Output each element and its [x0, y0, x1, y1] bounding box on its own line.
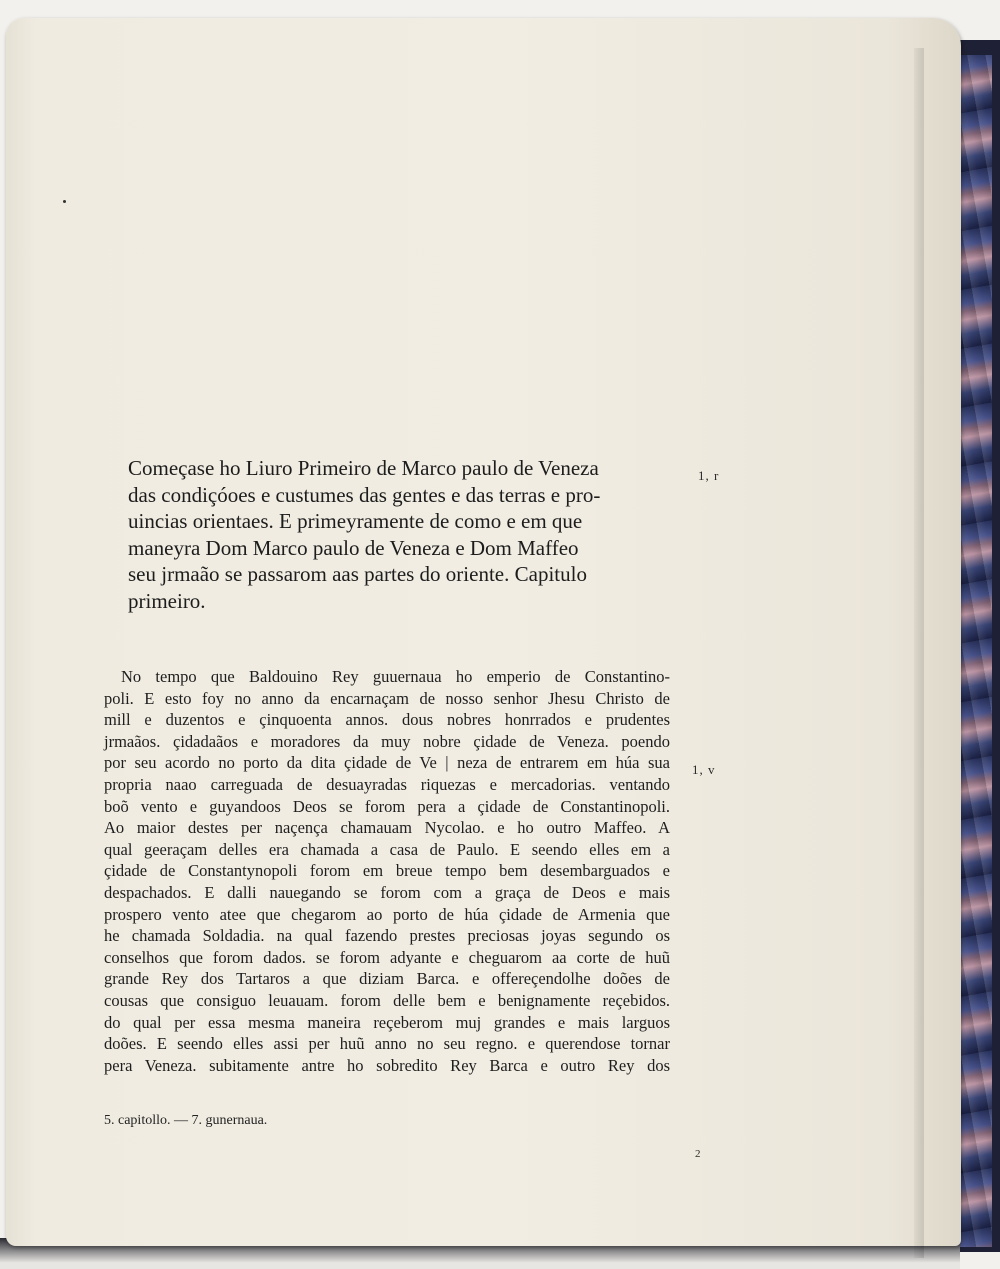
body-line: qual geeraçam delles era chamada a casa de Paulo. E seendo elles em a — [104, 839, 670, 859]
heading-line: uincias orientaes. E primeyramente de como e em que — [128, 509, 583, 533]
body-line: Ao maior destes per naçença chamauam Nycolao. e ho outro Maffeo. A — [104, 818, 670, 838]
body-line: he chamada Soldadia. na qual fazendo prestes preciosas joyas segundo os — [104, 926, 670, 946]
heading-line: das condiçóoes e custumes das gentes e das terras e pro- — [128, 482, 601, 507]
body-line: prospero vento atee que chegarom ao porto de húa çidade de Armenia que — [104, 904, 670, 924]
heading-line: seu jrmaão se passarom aas partes do oriente. Capitulo — [128, 562, 587, 586]
body-line: poli. E esto foy no anno da encarnaçam de nosso senhor Jhesu Christo de — [104, 688, 670, 708]
body-line: jrmaãos. çidadaãos e moradores da muy nobre çidade de Veneza. poendo — [104, 731, 670, 751]
body-line: doões. E seendo elles assi per huũ anno no seu regno. e querendose tornar — [104, 1034, 670, 1054]
marbled-edge — [958, 55, 992, 1247]
body-line: mill e duzentos e çinquoenta annos. dous nobres honrrados e prudentes — [104, 710, 670, 730]
body-line: No tempo que Baldouino Rey guuernaua ho emperio de Constantino- — [121, 667, 670, 686]
heading-line: maneyra Dom Marco paulo de Veneza e Dom Maffeo — [128, 535, 579, 560]
heading-line: primeiro. — [128, 588, 206, 613]
body-line: boõ vento e guyandoos Deos se forom pera a çidade de Constantinopoli. — [104, 796, 670, 816]
page-gutter-shadow — [914, 48, 924, 1258]
page-number: 2 — [695, 1148, 701, 1160]
heading-line: Começase ho Liuro Primeiro de Marco paulo de Veneza — [128, 456, 599, 480]
body-line: despachados. E dalli nauegando se forom com a graça de Deos e mais — [104, 882, 670, 902]
body-line: conselhos que forom dados. se forom adyante e cheguarom aa corte de huũ — [104, 947, 670, 967]
body-line: grande Rey dos Tartaros a que diziam Barca. e offereçendolhe doões de — [104, 969, 670, 989]
body-line: por seu acordo no porto da dita çidade de Ve | neza de entrarem em húa sua — [104, 753, 670, 773]
chapter-heading — [128, 455, 633, 614]
body-line: propria naao carreguada de desuayradas riquezas e mercadorias. ventando — [104, 774, 670, 794]
body-line: çidade de Constantynopoli forom em breue tempo bem desembarguados e — [104, 861, 670, 881]
footnote: 5. capitollo. — 7. gunernaua. — [104, 1113, 268, 1128]
body-paragraph — [104, 666, 670, 1076]
ink-dot — [63, 200, 66, 203]
body-line: do qual per essa mesma maneira reçeberom muj grandes e mais larguos — [104, 1012, 670, 1032]
marginal-note-folio: 1, r — [698, 468, 720, 483]
marginal-note-folio: 1, v — [692, 762, 716, 777]
body-line: pera Veneza. subitamente antre ho sobredito Rey Barca e outro Rey dos — [104, 1055, 670, 1075]
body-line: cousas que consiguo leuauam. forom delle bem e benignamente reçebidos. — [104, 990, 670, 1010]
